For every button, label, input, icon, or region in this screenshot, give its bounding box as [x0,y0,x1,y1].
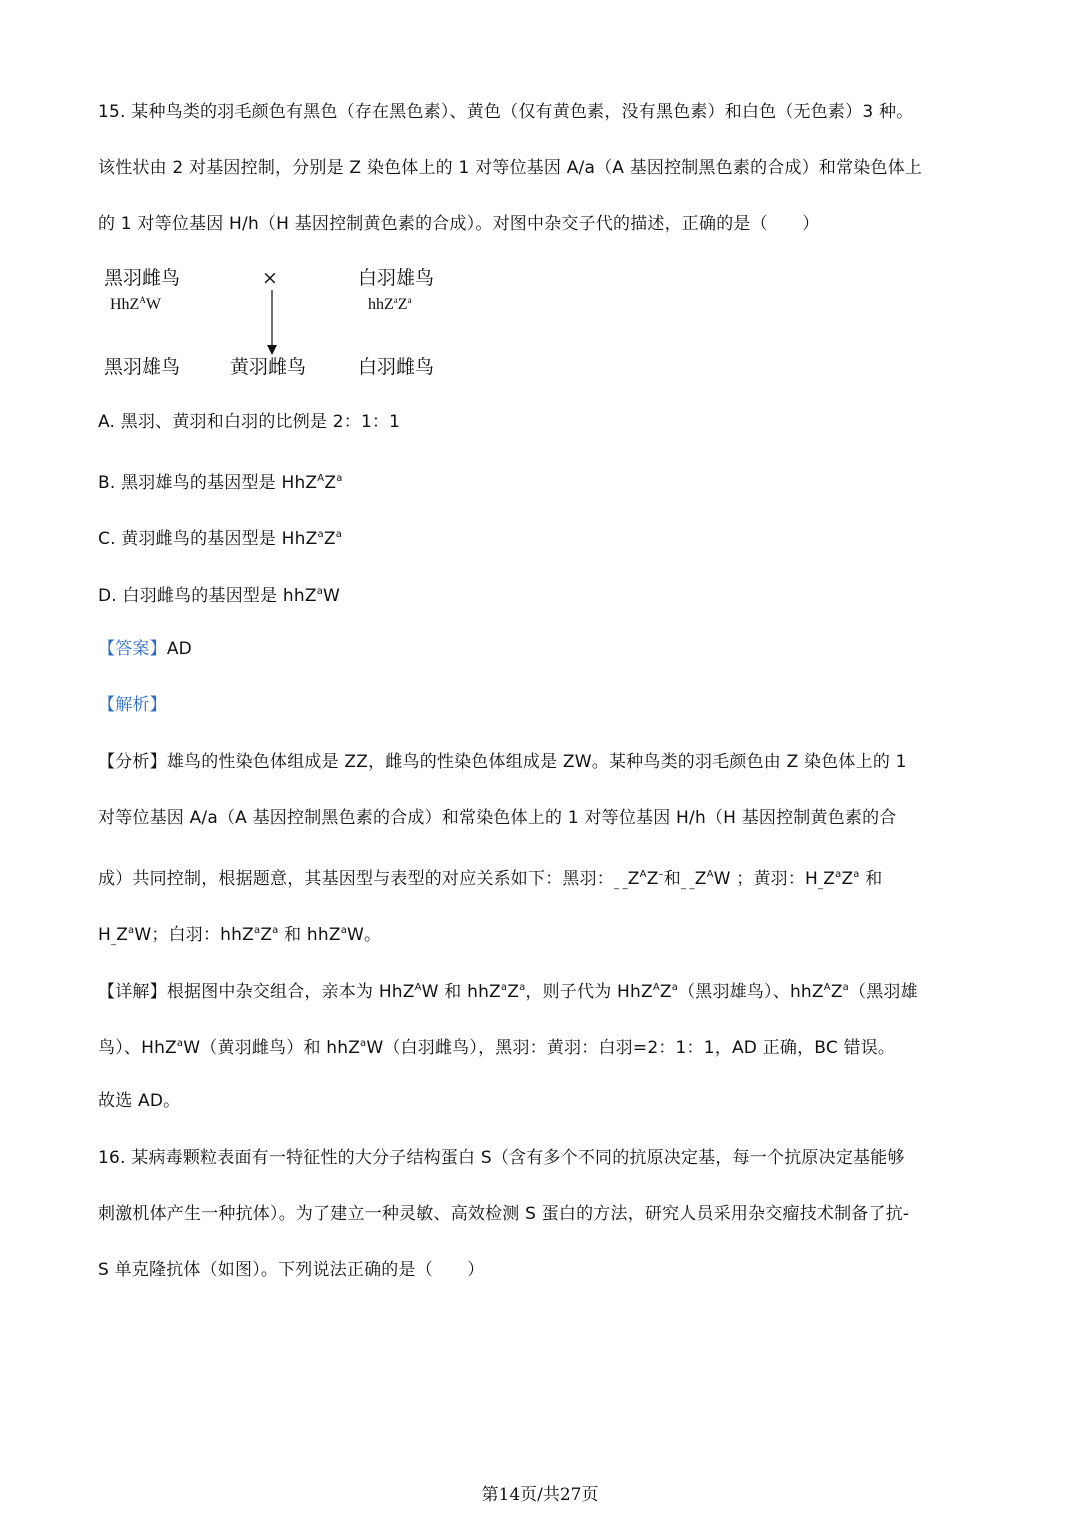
answer-value: AD [166,639,192,659]
parent1-genotype: HhZ$^A$W [110,295,161,313]
option-a: A. 黑羽、黄羽和白羽的比例是 2：1：1 [98,412,401,432]
cross-symbol: × [262,267,278,289]
page-number-footer: 第14页/共27页 [481,1485,599,1505]
parent1-label: 黑羽雌鸟 [104,267,181,289]
answer-tag: 【答案】 [98,639,167,659]
parent2-genotype: $hhZ^aZ^a$ [368,295,412,313]
option-b: B. 黑羽雄鸟的基因型是 $HhZ^AZ^a$ [98,473,343,493]
parent2-label: 白羽雄鸟 [358,267,435,289]
fenxi-line1: 【分析】雄鸟的性染色体组成是 ZZ，雌鸟的性染色体组成是 ZW。某种鸟类的羽毛颜色由 Z 染色体上的 1 [98,752,907,772]
q15-stem-line2: 该性状由 2 对基因控制，分别是 Z 染色体上的 1 对等位基因 A/a（A 基因控制黑色素的合成）和常染色体上 [98,158,923,178]
xiangjie-line2: 鸟）、HhZ$^a$W（黄羽雌鸟）和 hhZ$^a$W（白羽雌鸟），黑羽：黄羽：白羽=2：1：1，AD 正确，BC 错误。 [98,1038,896,1058]
q15-stem-line3: 的 1 对等位基因 H/h（H 基因控制黄色素的合成）。对图中杂交子代的描述，正确的是（ ） [98,214,820,234]
q16-stem-line3: S 单克隆抗体（如图）。下列说法正确的是（ ） [98,1260,485,1280]
q16-stem-line2: 刺激机体产生一种抗体）。为了建立一种灵敏、高效检测 S 蛋白的方法，研究人员采用杂交瘤技术制备了抗- [98,1204,910,1224]
child2-label: 黄羽雌鸟 [230,356,307,378]
q15-stem-line1: 15. 某种鸟类的羽毛颜色有黑色（存在黑色素）、黄色（仅有黄色素，没有黑色素）和白色（无色素）3 种。 [98,102,914,122]
child1-label: 黑羽雄鸟 [104,356,181,378]
cross-diagram [98,262,458,382]
xiangjie-line3: 故选 AD。 [98,1091,181,1111]
option-c: C. 黄羽雌鸟的基因型是 $HhZ^aZ^a$ [98,529,343,549]
fenxi-line4: $H_{\_}Z^aW$；白羽：$hhZ^aZ^a$ 和 hhZ$^a$W。 [98,925,382,946]
q16-stem-line1: 16. 某病毒颗粒表面有一特征性的大分子结构蛋白 S（含有多个不同的抗原决定基，每一个抗原决定基能够 [98,1148,905,1168]
child3-label: 白羽雌鸟 [358,356,435,378]
arrow-down-icon [264,290,280,356]
option-d: D. 白羽雌鸟的基因型是 hhZ$^a$W [98,586,341,606]
answer-line [98,637,192,661]
fenxi-line3: 成）共同控制，根据题意，其基因型与表型的对应关系如下：黑羽：$_{\_ \_}Z^AZ^-$和$_{\_ \_}Z^AW$ ；黄羽：$H_{\_}Z^aZ^a$ 和 [98,869,883,890]
analysis-tag: 【解析】 [98,695,167,715]
xiangjie-line1: 【详解】根据图中杂交组合，亲本为 HhZ$^A$W 和 $hhZ^aZ^a$，则子代为 $HhZ^AZ^a$（黑羽雄鸟）、$hhZ^AZ^a$（黑羽雄 [98,982,918,1002]
fenxi-line2: 对等位基因 A/a（A 基因控制黑色素的合成）和常染色体上的 1 对等位基因 H/h（H 基因控制黄色素的合 [98,808,897,828]
